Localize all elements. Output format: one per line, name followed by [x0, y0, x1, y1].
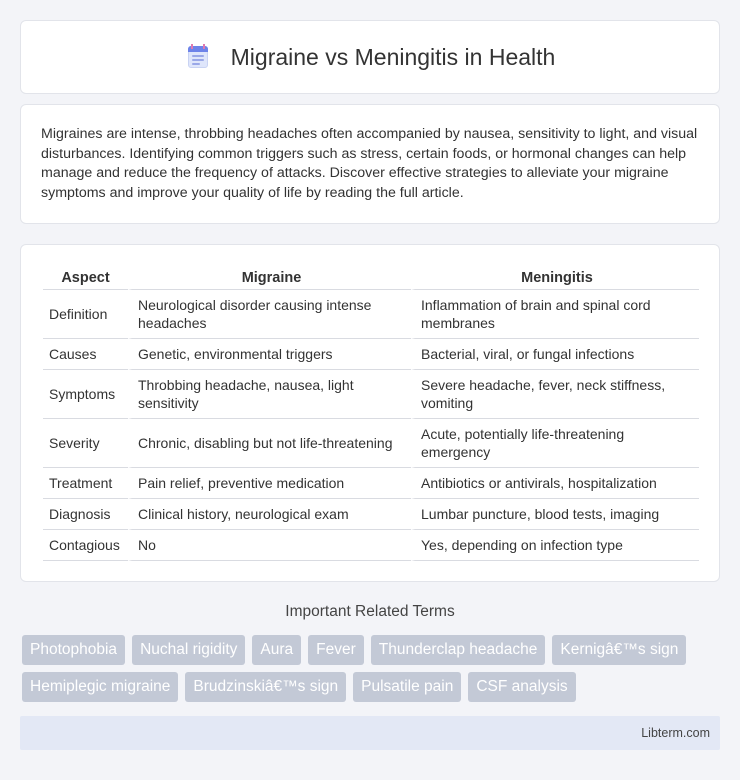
- comparison-table-card: [20, 244, 720, 582]
- related-term-chip[interactable]: CSF analysis: [468, 672, 575, 702]
- table-row: [43, 290, 699, 339]
- cell-migraine: Pain relief, preventive medication: [128, 468, 411, 499]
- cell-migraine: Chronic, disabling but not life-threatening: [128, 419, 411, 468]
- table-header-row: [43, 265, 699, 290]
- cell-meningitis: Acute, potentially life-threatening emergency: [411, 419, 699, 468]
- related-terms-list: [22, 635, 722, 702]
- footer-text[interactable]: Libterm.com: [641, 726, 710, 740]
- cell-aspect: Symptoms: [43, 370, 128, 419]
- header-card: [20, 20, 720, 94]
- comparison-table: [43, 265, 699, 561]
- related-term-chip[interactable]: Fever: [308, 635, 364, 665]
- cell-aspect: Causes: [43, 339, 128, 370]
- cell-meningitis: Bacterial, viral, or fungal infections: [411, 339, 699, 370]
- cell-migraine: No: [128, 530, 411, 561]
- table-row: [43, 468, 699, 499]
- title-wrap: [185, 44, 556, 71]
- cell-meningitis: Inflammation of brain and spinal cord membranes: [411, 290, 699, 339]
- table-body: [43, 290, 699, 561]
- related-term-chip[interactable]: Aura: [252, 635, 301, 665]
- cell-aspect: Diagnosis: [43, 499, 128, 530]
- related-term-chip[interactable]: Pulsatile pain: [353, 672, 461, 702]
- cell-meningitis: Lumbar puncture, blood tests, imaging: [411, 499, 699, 530]
- table-row: [43, 339, 699, 370]
- footer: [20, 716, 720, 750]
- cell-migraine: Throbbing headache, nausea, light sensitivity: [128, 370, 411, 419]
- notebook-icon: [185, 44, 211, 70]
- related-term-chip[interactable]: Photophobia: [22, 635, 125, 665]
- table-row: [43, 499, 699, 530]
- cell-meningitis: Yes, depending on infection type: [411, 530, 699, 561]
- related-term-chip[interactable]: Nuchal rigidity: [132, 635, 245, 665]
- table-row: [43, 530, 699, 561]
- related-term-chip[interactable]: Hemiplegic migraine: [22, 672, 178, 702]
- table-row: [43, 370, 699, 419]
- related-term-chip[interactable]: Brudzinskiâ€™s sign: [185, 672, 346, 702]
- cell-aspect: Contagious: [43, 530, 128, 561]
- cell-migraine: Clinical history, neurological exam: [128, 499, 411, 530]
- page-title: Migraine vs Meningitis in Health: [230, 43, 556, 70]
- header-meningitis: Meningitis: [411, 265, 699, 290]
- related-term-chip[interactable]: Kernigâ€™s sign: [552, 635, 686, 665]
- intro-card: [20, 104, 720, 224]
- header-migraine: Migraine: [128, 265, 411, 290]
- related-terms-title: Important Related Terms: [285, 603, 455, 620]
- cell-aspect: Definition: [43, 290, 128, 339]
- cell-migraine: Genetic, environmental triggers: [128, 339, 411, 370]
- cell-meningitis: Antibiotics or antivirals, hospitalization: [411, 468, 699, 499]
- cell-aspect: Treatment: [43, 468, 128, 499]
- cell-aspect: Severity: [43, 419, 128, 468]
- header-aspect: Aspect: [43, 265, 128, 290]
- table-row: [43, 419, 699, 468]
- related-term-chip[interactable]: Thunderclap headache: [371, 635, 546, 665]
- cell-meningitis: Severe headache, fever, neck stiffness, vomiting: [411, 370, 699, 419]
- cell-migraine: Neurological disorder causing intense headaches: [128, 290, 411, 339]
- intro-text: Migraines are intense, throbbing headaches often accompanied by nausea, sensitivity to light, and visual disturbances. Identifying common triggers such as stress, certain foods, or hormonal changes can help manage and reduce the frequency of attacks. Discover effective strategies to alleviate your migraine symptoms and improve your quality of life by reading the full article.: [41, 126, 698, 201]
